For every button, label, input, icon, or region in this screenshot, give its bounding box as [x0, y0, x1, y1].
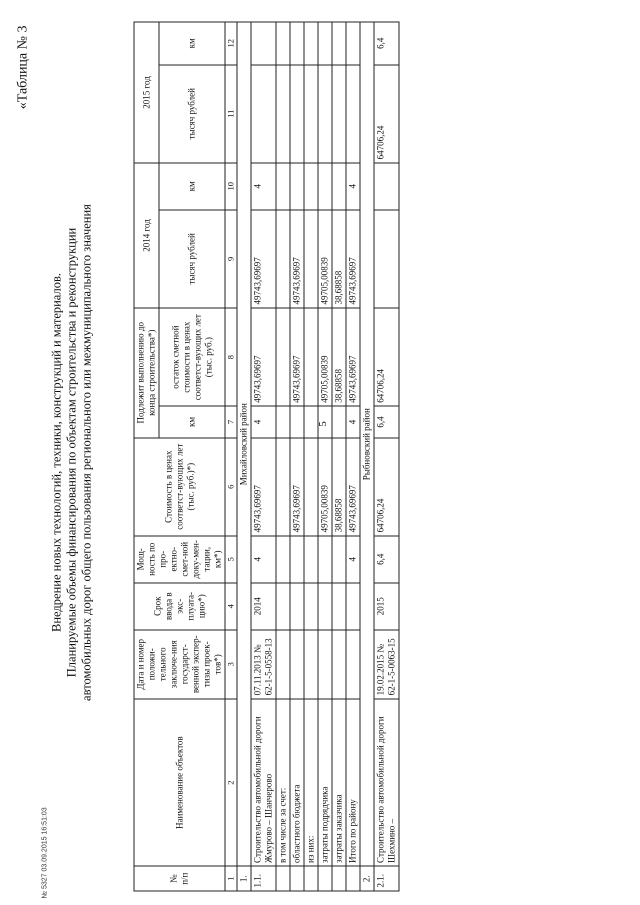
- cell-km: 4: [346, 406, 360, 437]
- cell-r2014: [304, 210, 318, 308]
- cell-km: 6,4: [374, 406, 399, 437]
- cell-k2014: [290, 163, 304, 210]
- region-row: [360, 22, 374, 891]
- cell-r2014: [276, 210, 290, 308]
- region-number: 1.: [237, 866, 251, 891]
- table-heading: [50, 8, 95, 898]
- cell-remain: 38,68858: [332, 308, 346, 406]
- cell-remain: [304, 308, 318, 406]
- cell-date: [290, 630, 304, 699]
- header-2014-km: км: [159, 163, 225, 210]
- cell-power: 4: [251, 536, 276, 583]
- cell-cost: 49743,69697: [290, 438, 304, 536]
- cell-num: [304, 866, 318, 891]
- column-index-cell: 4: [225, 583, 237, 630]
- cell-power: [290, 536, 304, 583]
- cell-name: областного бюджета: [290, 699, 304, 867]
- cell-num: [318, 866, 332, 891]
- header-2014-thousand: тысяч рублей: [159, 210, 225, 308]
- cell-cost: 49743,69697: [251, 438, 276, 536]
- cell-date: 07.11.2013 № 62-1-5-0558-13: [251, 630, 276, 699]
- heading-line: Внедрение новых технологий, техники, конструкций и материалов.: [49, 273, 64, 632]
- cell-k2014: [276, 163, 290, 210]
- cell-k2015: [276, 22, 290, 65]
- region-title: Рыбновский район: [360, 22, 374, 866]
- cell-k2014: [318, 163, 332, 210]
- heading-line: Планируемые объемы финансирования по объектам строительства и реконструкции: [64, 227, 79, 678]
- header-remain: Подлежит выполнению до конца строительства*): [134, 308, 159, 438]
- cell-remain: 64706,24: [374, 308, 399, 406]
- cell-term: 2014: [251, 583, 276, 630]
- registration-stamp: № 5327 03.09.2015 16:51:03: [41, 807, 49, 899]
- cell-power: 4: [346, 536, 360, 583]
- cell-name: Строительство автомобильной дороги Жмурово – Шанчерово: [251, 699, 276, 867]
- cell-cost: 49705,00839: [318, 438, 332, 536]
- cell-term: [346, 583, 360, 630]
- cell-r2015: [318, 65, 332, 163]
- table-row: [276, 22, 290, 891]
- cell-num: [276, 866, 290, 891]
- page-number: 5: [316, 421, 329, 427]
- cell-power: [318, 536, 332, 583]
- financing-table: [134, 22, 400, 892]
- cell-k2015: [290, 22, 304, 65]
- cell-k2015: [346, 22, 360, 65]
- header-2015-thousand: тысяч рублей: [159, 65, 225, 163]
- region-row: [237, 22, 251, 891]
- column-index-cell: 10: [225, 163, 237, 210]
- header-name: Наименование объектов: [134, 699, 225, 867]
- cell-remain: 49743,69697: [290, 308, 304, 406]
- cell-cost: [276, 438, 290, 536]
- cell-power: [304, 536, 318, 583]
- column-index-cell: 1: [225, 866, 237, 891]
- cell-km: [332, 406, 346, 437]
- region-title: Михайловский район: [237, 22, 251, 866]
- header-2014: 2014 год: [134, 163, 159, 308]
- cell-num: 1.1.: [251, 866, 276, 891]
- table-row: [374, 22, 399, 891]
- cell-k2015: [304, 22, 318, 65]
- table-row: [318, 22, 332, 891]
- cell-r2015: 64706,24: [374, 65, 399, 163]
- cell-remain: 49705,00839: [318, 308, 332, 406]
- column-index-cell: 11: [225, 65, 237, 163]
- cell-term: [318, 583, 332, 630]
- cell-km: [276, 406, 290, 437]
- cell-remain: 49743,69697: [251, 308, 276, 406]
- cell-km: [290, 406, 304, 437]
- cell-k2015: [251, 22, 276, 65]
- cell-km: [304, 406, 318, 437]
- cell-r2014: 38,68858: [332, 210, 346, 308]
- cell-name: затраты заказчика: [332, 699, 346, 867]
- cell-term: [276, 583, 290, 630]
- cell-k2015: [318, 22, 332, 65]
- cell-r2014: 49743,69697: [290, 210, 304, 308]
- cell-power: [332, 536, 346, 583]
- cell-r2015: [276, 65, 290, 163]
- cell-date: [276, 630, 290, 699]
- cell-date: [304, 630, 318, 699]
- cell-term: [304, 583, 318, 630]
- column-index-cell: 9: [225, 210, 237, 308]
- cell-r2014: 49705,00839: [318, 210, 332, 308]
- column-index-cell: 2: [225, 699, 237, 867]
- column-index-cell: 6: [225, 438, 237, 536]
- cell-cost: 49743,69697: [346, 438, 360, 536]
- cell-date: 19.02.2015 № 62-1-5-0063-15: [374, 630, 399, 699]
- header-power: Мощ-ность по про-ектно-смет-ной доку-мен-тации, км*): [134, 536, 225, 583]
- table-row: [251, 22, 276, 891]
- column-index-cell: 7: [225, 406, 237, 437]
- header-remain-km: км: [159, 406, 225, 437]
- cell-name: Итого по району: [346, 699, 360, 867]
- cell-remain: 49743,69697: [346, 308, 360, 406]
- cell-num: [332, 866, 346, 891]
- cell-num: [290, 866, 304, 891]
- cell-cost: [304, 438, 318, 536]
- cell-remain: [276, 308, 290, 406]
- cell-date: [346, 630, 360, 699]
- header-term: Срок ввода в экс-плуата-цию*): [134, 583, 225, 630]
- header-remain-cost: остаток сметной стоимости в ценах соответст-вующих лет (тыс. руб.): [159, 308, 225, 406]
- cell-date: [318, 630, 332, 699]
- cell-r2015: [332, 65, 346, 163]
- cell-date: [332, 630, 346, 699]
- header-2015-km: км: [159, 22, 225, 65]
- cell-cost: 64706,24: [374, 438, 399, 536]
- cell-k2015: [332, 22, 346, 65]
- cell-name: затраты подрядчика: [318, 699, 332, 867]
- header-date: Дата и номер положи-тельного заключе-ния государст-венной экспер-тизы проек-тов*): [134, 630, 225, 699]
- cell-name: Строительство автомобильной дороги Шехмино –: [374, 699, 399, 867]
- cell-r2015: [346, 65, 360, 163]
- cell-term: [290, 583, 304, 630]
- region-number: 2.: [360, 866, 374, 891]
- table-row: [304, 22, 318, 891]
- cell-num: 2.1.: [374, 866, 399, 891]
- cell-r2014: 49743,69697: [346, 210, 360, 308]
- cell-r2015: [251, 65, 276, 163]
- column-index-cell: 12: [225, 22, 237, 65]
- table-row: [332, 22, 346, 891]
- heading-line: автомобильных дорог общего пользования регионального или межмуниципального значения: [79, 204, 94, 701]
- header-num: № п/п: [134, 866, 225, 891]
- cell-k2014: [332, 163, 346, 210]
- cell-term: 2015: [374, 583, 399, 630]
- cell-km: 4: [251, 406, 276, 437]
- cell-k2014: 4: [251, 163, 276, 210]
- table-row: [346, 22, 360, 891]
- cell-k2015: 6,4: [374, 22, 399, 65]
- cell-km: [318, 406, 332, 437]
- column-index-cell: 5: [225, 536, 237, 583]
- cell-k2014: [304, 163, 318, 210]
- cell-name: из них:: [304, 699, 318, 867]
- column-index-cell: 8: [225, 308, 237, 406]
- cell-r2015: [304, 65, 318, 163]
- cell-num: [346, 866, 360, 891]
- cell-power: [276, 536, 290, 583]
- cell-r2014: 49743,69697: [251, 210, 276, 308]
- column-index-row: [225, 22, 237, 891]
- cell-term: [332, 583, 346, 630]
- table-row: [290, 22, 304, 891]
- cell-r2014: [374, 210, 399, 308]
- header-cost: Стоимость в ценах соответст-вующих лет (тыс. руб.)*): [134, 438, 225, 536]
- cell-k2014: [374, 163, 399, 210]
- column-index-cell: 3: [225, 630, 237, 699]
- cell-cost: 38,68858: [332, 438, 346, 536]
- table-label: «Таблица № 3: [15, 25, 31, 110]
- header-2015: 2015 год: [134, 22, 159, 163]
- rotated-landscape-page: [8, 8, 633, 898]
- cell-power: 6,4: [374, 536, 399, 583]
- cell-k2014: 4: [346, 163, 360, 210]
- cell-r2015: [290, 65, 304, 163]
- cell-name: в том числе за счет:: [276, 699, 290, 867]
